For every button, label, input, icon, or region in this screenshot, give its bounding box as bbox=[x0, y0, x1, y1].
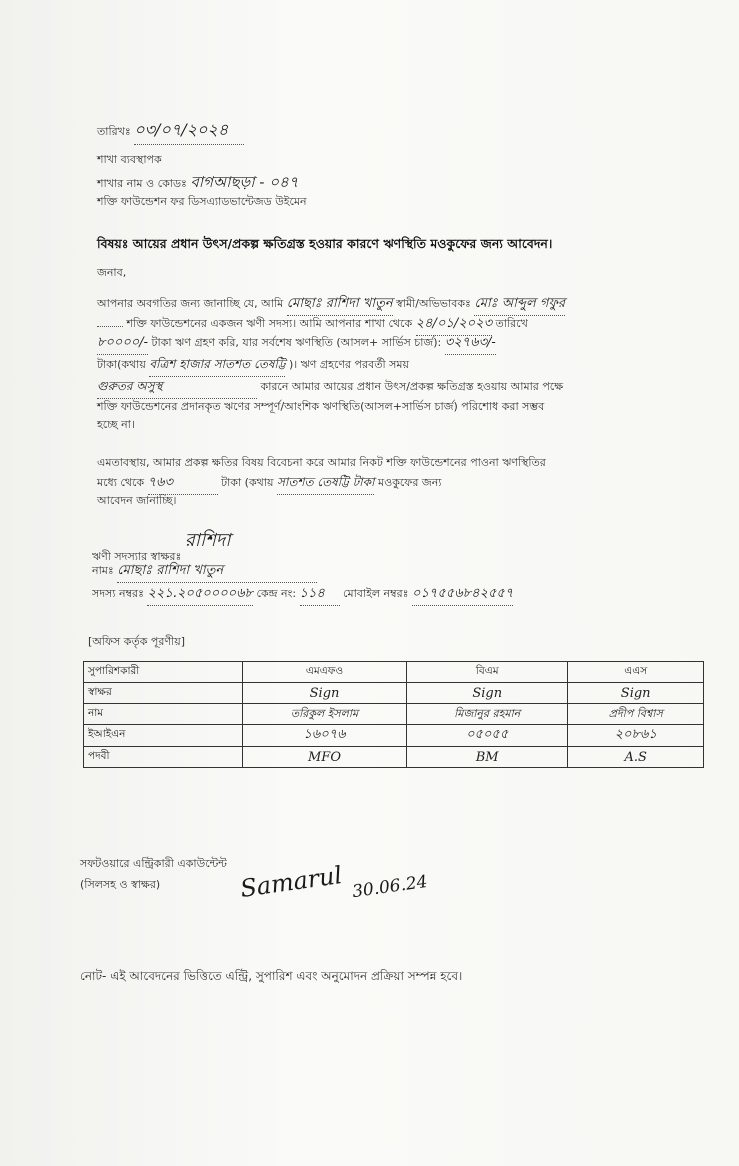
para1-text: টাকা ঋণ গ্রহণ করি, যার সর্বশেষ ঋণস্থিতি (আসল+ সার্ভিস চার্জ): bbox=[151, 336, 442, 349]
row-label: নাম bbox=[84, 704, 243, 725]
mfo-signature: Sign bbox=[243, 683, 407, 704]
branch-value: বাগআছড়া - ০৪৭ bbox=[190, 173, 299, 191]
date-label: তারিখঃ bbox=[97, 125, 131, 138]
date-row bbox=[97, 117, 244, 145]
para1-text: টাকা(কথায় bbox=[97, 358, 146, 371]
row-label: পদবী bbox=[84, 747, 243, 768]
loan-amount-handwritten: ৮০০০০/- bbox=[97, 333, 148, 355]
member-number-row bbox=[92, 584, 513, 606]
balance-handwritten: ৩২৭৬৩/- bbox=[445, 333, 496, 355]
accountant-sig-date: 30.06.24 bbox=[350, 871, 429, 903]
row-label: ইআইএন bbox=[84, 725, 243, 747]
para2-line3: আবেদন জানাচ্ছি। bbox=[97, 494, 177, 507]
mobile-label: মোবাইল নম্বরঃ bbox=[343, 587, 409, 600]
waive-amount-handwritten: ৭৬৩ bbox=[148, 473, 218, 495]
guardian-label: স্বামী/অভিভাবকঃ bbox=[396, 297, 471, 310]
para2-text: মধ্যে থেকে bbox=[97, 476, 145, 489]
para1-text: )। ঋণ গ্রহণের পরবর্তী সময় bbox=[288, 358, 409, 371]
bm-signature: Sign bbox=[407, 683, 568, 704]
table-header-row bbox=[84, 662, 704, 683]
member-no-value: ২২১.২০৫০০০০৬৮ bbox=[147, 584, 253, 606]
table-row bbox=[84, 725, 704, 747]
para1-text: শক্তি ফাউন্ডেশনের একজন ঋণী সদস্য। আমি আপনার শাখা থেকে bbox=[126, 317, 413, 330]
as-signature: Sign bbox=[568, 683, 704, 704]
table-header-cell: সুপারিশকারী bbox=[84, 662, 243, 683]
center-no-value: ১১৪ bbox=[300, 584, 340, 606]
para1-text: তারিখে bbox=[495, 317, 528, 330]
para1-line1 bbox=[97, 294, 565, 316]
loan-date-handwritten: ২৪/০১/২০২৩ bbox=[416, 314, 492, 336]
member-signature: রাশিদা bbox=[184, 530, 231, 551]
para1-line3 bbox=[97, 333, 496, 355]
table-cell: ১৬০৭৬ bbox=[243, 725, 407, 747]
member-no-label: সদস্য নম্বরঃ bbox=[92, 587, 144, 600]
table-header-cell: এমএফও bbox=[243, 662, 407, 683]
center-label: কেন্দ্র নং: bbox=[256, 587, 297, 600]
table-row bbox=[84, 704, 704, 725]
accountant-subtitle: (সিলসহ ও স্বাক্ষর) bbox=[80, 878, 161, 891]
table-header-cell: এএস bbox=[568, 662, 704, 683]
table-cell: ০৫০৫৫ bbox=[407, 725, 568, 747]
member-name-value: মোছাঃ রাশিদা খাতুন bbox=[117, 561, 317, 583]
para1-line7: হচ্ছে না। bbox=[97, 418, 135, 431]
waive-words-handwritten: সাতশত তেষট্টি টাকা bbox=[277, 474, 375, 495]
table-cell: ২০৮৬১ bbox=[568, 725, 704, 747]
office-use-label: [অফিস কর্তৃক পূরণীয়] bbox=[88, 635, 185, 648]
para1-text: আপনার অবগতির জন্য জানাচ্ছি যে, আমি bbox=[97, 297, 284, 310]
table-cell: BM bbox=[407, 747, 568, 768]
balance-words-handwritten: বত্রিশ হাজার সাতশত তেষট্টি bbox=[149, 356, 285, 377]
recommendation-table bbox=[83, 661, 704, 768]
organization-name: শক্তি ফাউন্ডেশন ফর ডিসএ্যাডভান্টেজড উইমেন bbox=[97, 195, 307, 208]
footer-note: নোট- এই আবেদনের ভিত্তিতে এন্ট্রি, সুপারিশ এবং অনুমোদন প্রক্রিয়া সম্পন্ন হবে। bbox=[80, 969, 463, 983]
para2-text: টাকা (কথায় bbox=[221, 476, 274, 489]
name-label: নামঃ bbox=[92, 564, 114, 577]
date-value: ০৩/০৭/২০২৪ bbox=[134, 117, 244, 145]
subject-line: বিষয়ঃ আয়ের প্রধান উৎস/প্রকল্প ক্ষতিগ্রস্ত হওয়ার কারণে ঋণস্থিতি মওকুফের জন্য আবেদন। bbox=[97, 236, 553, 251]
table-cell: তরিকুল ইসলাম bbox=[243, 704, 407, 725]
table-header-cell: বিএম bbox=[407, 662, 568, 683]
para2-line1: এমতাবস্থায়, আমার প্রকল্প ক্ষতির বিষয় বিবেচনা করে আমার নিকট শক্তি ফাউন্ডেশনের পাওনা ঋণস্থিতির bbox=[97, 456, 546, 469]
para1-line4 bbox=[97, 356, 409, 377]
row-label: স্বাক্ষর bbox=[84, 683, 243, 704]
salutation: জনাব, bbox=[97, 266, 127, 279]
para1-text: কারনে আমার আয়ের প্রধান উৎস/প্রকল্প ক্ষতিগ্রস্ত হওয়ায় আমার পক্ষে bbox=[260, 380, 564, 393]
table-row bbox=[84, 683, 704, 704]
guardian-name-handwritten: মোঃ আব্দুল গফুর bbox=[474, 294, 565, 316]
table-cell: মিজানুর রহমান bbox=[407, 704, 568, 725]
cause-handwritten: গুরুতর অসুস্থ bbox=[97, 378, 257, 399]
table-cell: A.S bbox=[568, 747, 704, 768]
para1-line6: শক্তি ফাউন্ডেশনের প্রদানকৃত ঋণের সম্পূর্ণ/আংশিক ঋণস্থিতি(আসল+সার্ভিস চার্জ) পরিশোধ করা সম্ভব bbox=[97, 400, 545, 413]
accountant-signature: Samarul bbox=[238, 861, 344, 903]
mobile-value: ০১৭৫৫৬৮৪২৫৫৭ bbox=[412, 584, 513, 606]
recipient-title: শাখা ব্যবস্থাপক bbox=[97, 153, 162, 166]
table-cell: প্রদীপ বিশ্বাস bbox=[568, 704, 704, 725]
member-name-row bbox=[92, 561, 317, 583]
para2-text: মওকুফের জন্য bbox=[377, 476, 442, 489]
signature-label: ঋণী সদস্যার স্বাক্ষরঃ bbox=[92, 550, 182, 563]
table-cell: MFO bbox=[243, 747, 407, 768]
accountant-title: সফটওয়ারে এন্ট্রিকারী একাউন্টেন্ট bbox=[80, 857, 227, 870]
para1-line5 bbox=[97, 378, 563, 399]
branch-label: শাখার নাম ও কোডঃ bbox=[97, 177, 187, 190]
member-name-handwritten: মোছাঃ রাশিদা খাতুন bbox=[287, 294, 393, 316]
table-row bbox=[84, 747, 704, 768]
